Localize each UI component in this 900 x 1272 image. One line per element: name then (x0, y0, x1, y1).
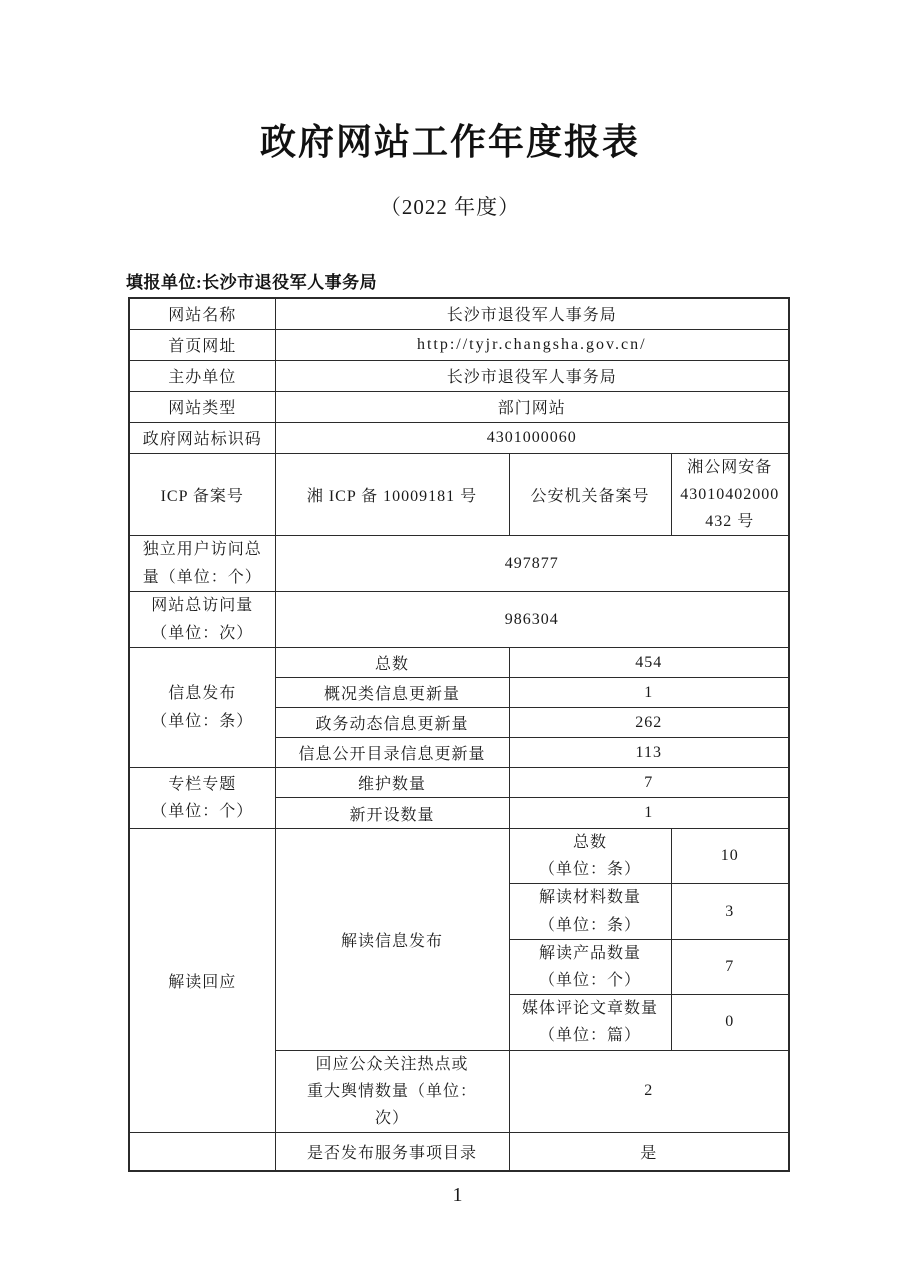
interpretation-row-value: 3 (671, 884, 789, 939)
special-topics-row-label: 维护数量 (275, 768, 509, 798)
info-publish-label-line: 信息发布 (168, 685, 237, 703)
info-publish-row-label: 信息公开目录信息更新量 (275, 738, 509, 768)
empty-cell (129, 1133, 275, 1171)
homepage-url-value: http://tyjr.changsha.gov.cn/ (275, 329, 789, 360)
unique-visitors-label-line: 独立用户访问总 (142, 541, 262, 559)
site-identifier-value: 4301000060 (275, 422, 789, 453)
interpretation-row-label (509, 995, 671, 1050)
unique-visitors-value: 497877 (275, 536, 789, 592)
interpretation-publish-label: 解读信息发布 (275, 829, 509, 1051)
site-type-label: 网站类型 (129, 391, 275, 422)
page-subtitle: （2022 年度） (379, 195, 521, 219)
interpretation-row-label-line: 解读材料数量 (538, 889, 641, 907)
table-row (129, 768, 789, 798)
table-row (129, 1133, 789, 1171)
organizer-value: 长沙市退役军人事务局 (275, 360, 789, 391)
hotspot-response-label-line: 次） (374, 1109, 409, 1127)
hotspot-response-label-line: 回应公众关注热点或 (315, 1055, 469, 1073)
interpretation-row-label-line: （单位：篇） (538, 1027, 641, 1045)
total-visits-label-line: 网站总访问量 (151, 597, 254, 615)
table-row (129, 453, 789, 536)
service-catalog-value: 是 (509, 1133, 789, 1171)
annual-report-table (128, 297, 790, 1172)
hotspot-response-value: 2 (509, 1050, 789, 1133)
total-visits-label (129, 592, 275, 648)
special-topics-label-line: （单位：个） (151, 803, 254, 821)
interpretation-row-label-line: 总数 (572, 834, 607, 852)
homepage-url-label: 首页网址 (129, 329, 275, 360)
hotspot-response-label-line: 重大舆情数量（单位： (306, 1082, 477, 1100)
special-topics-row-value: 1 (509, 798, 789, 829)
info-publish-row-label: 概况类信息更新量 (275, 678, 509, 708)
special-topics-row-value: 7 (509, 768, 789, 798)
table-row (129, 329, 789, 360)
special-topics-label-line: 专栏专题 (168, 775, 237, 793)
special-topics-row-label: 新开设数量 (275, 798, 509, 829)
info-publish-row-value: 454 (509, 648, 789, 678)
page-number: 1 (452, 1184, 463, 1206)
interpretation-response-label: 解读回应 (129, 829, 275, 1133)
info-publish-label-line: （单位：条） (151, 712, 254, 730)
site-name-value: 长沙市退役军人事务局 (275, 298, 789, 329)
total-visits-label-line: （单位：次） (151, 624, 254, 642)
interpretation-row-label-line: （单位：条） (538, 861, 641, 879)
unique-visitors-label-line: 量（单位：个） (142, 568, 262, 586)
table-row (129, 298, 789, 329)
unique-visitors-label (129, 536, 275, 592)
table-row (129, 592, 789, 648)
interpretation-row-label (509, 884, 671, 939)
info-publish-row-label: 总数 (275, 648, 509, 678)
interpretation-row-value: 7 (671, 939, 789, 994)
icp-value: 湘 ICP 备 10009181 号 (275, 453, 509, 536)
interpretation-row-label (509, 829, 671, 884)
organizer-label: 主办单位 (129, 360, 275, 391)
table-row (129, 536, 789, 592)
security-filing-label: 公安机关备案号 (509, 453, 671, 536)
security-filing-value-line: 432 号 (705, 512, 755, 530)
total-visits-value: 986304 (275, 592, 789, 648)
interpretation-row-value: 10 (671, 829, 789, 884)
table-row (129, 360, 789, 391)
table-row (129, 829, 789, 884)
icp-label: ICP 备案号 (129, 453, 275, 536)
special-topics-label (129, 768, 275, 829)
site-name-label: 网站名称 (129, 298, 275, 329)
info-publish-row-value: 1 (509, 678, 789, 708)
security-filing-value-line: 43010402000 (680, 485, 780, 503)
site-identifier-label: 政府网站标识码 (129, 422, 275, 453)
interpretation-row-label-line: （单位：个） (538, 972, 641, 989)
interpretation-row-label-line: 媒体评论文章数量 (521, 1000, 658, 1018)
table-row (129, 422, 789, 453)
service-catalog-label: 是否发布服务事项目录 (275, 1133, 509, 1171)
table-row (129, 648, 789, 678)
security-filing-value-line: 湘公网安备 (687, 458, 773, 476)
info-publish-row-value: 113 (509, 738, 789, 768)
interpretation-row-label-line: （单位：条） (538, 916, 641, 934)
reporting-unit: 填报单位:长沙市退役军人事务局 (126, 273, 378, 292)
page-title: 政府网站工作年度报表 (259, 121, 640, 162)
interpretation-row-label (509, 939, 671, 994)
info-publish-label (129, 648, 275, 768)
hotspot-response-label (275, 1050, 509, 1133)
site-type-value: 部门网站 (275, 391, 789, 422)
security-filing-value (671, 453, 789, 536)
interpretation-row-value: 0 (671, 995, 789, 1050)
table-row (129, 391, 789, 422)
info-publish-row-value: 262 (509, 708, 789, 738)
interpretation-row-label-line: 解读产品数量 (538, 944, 641, 962)
info-publish-row-label: 政务动态信息更新量 (275, 708, 509, 738)
